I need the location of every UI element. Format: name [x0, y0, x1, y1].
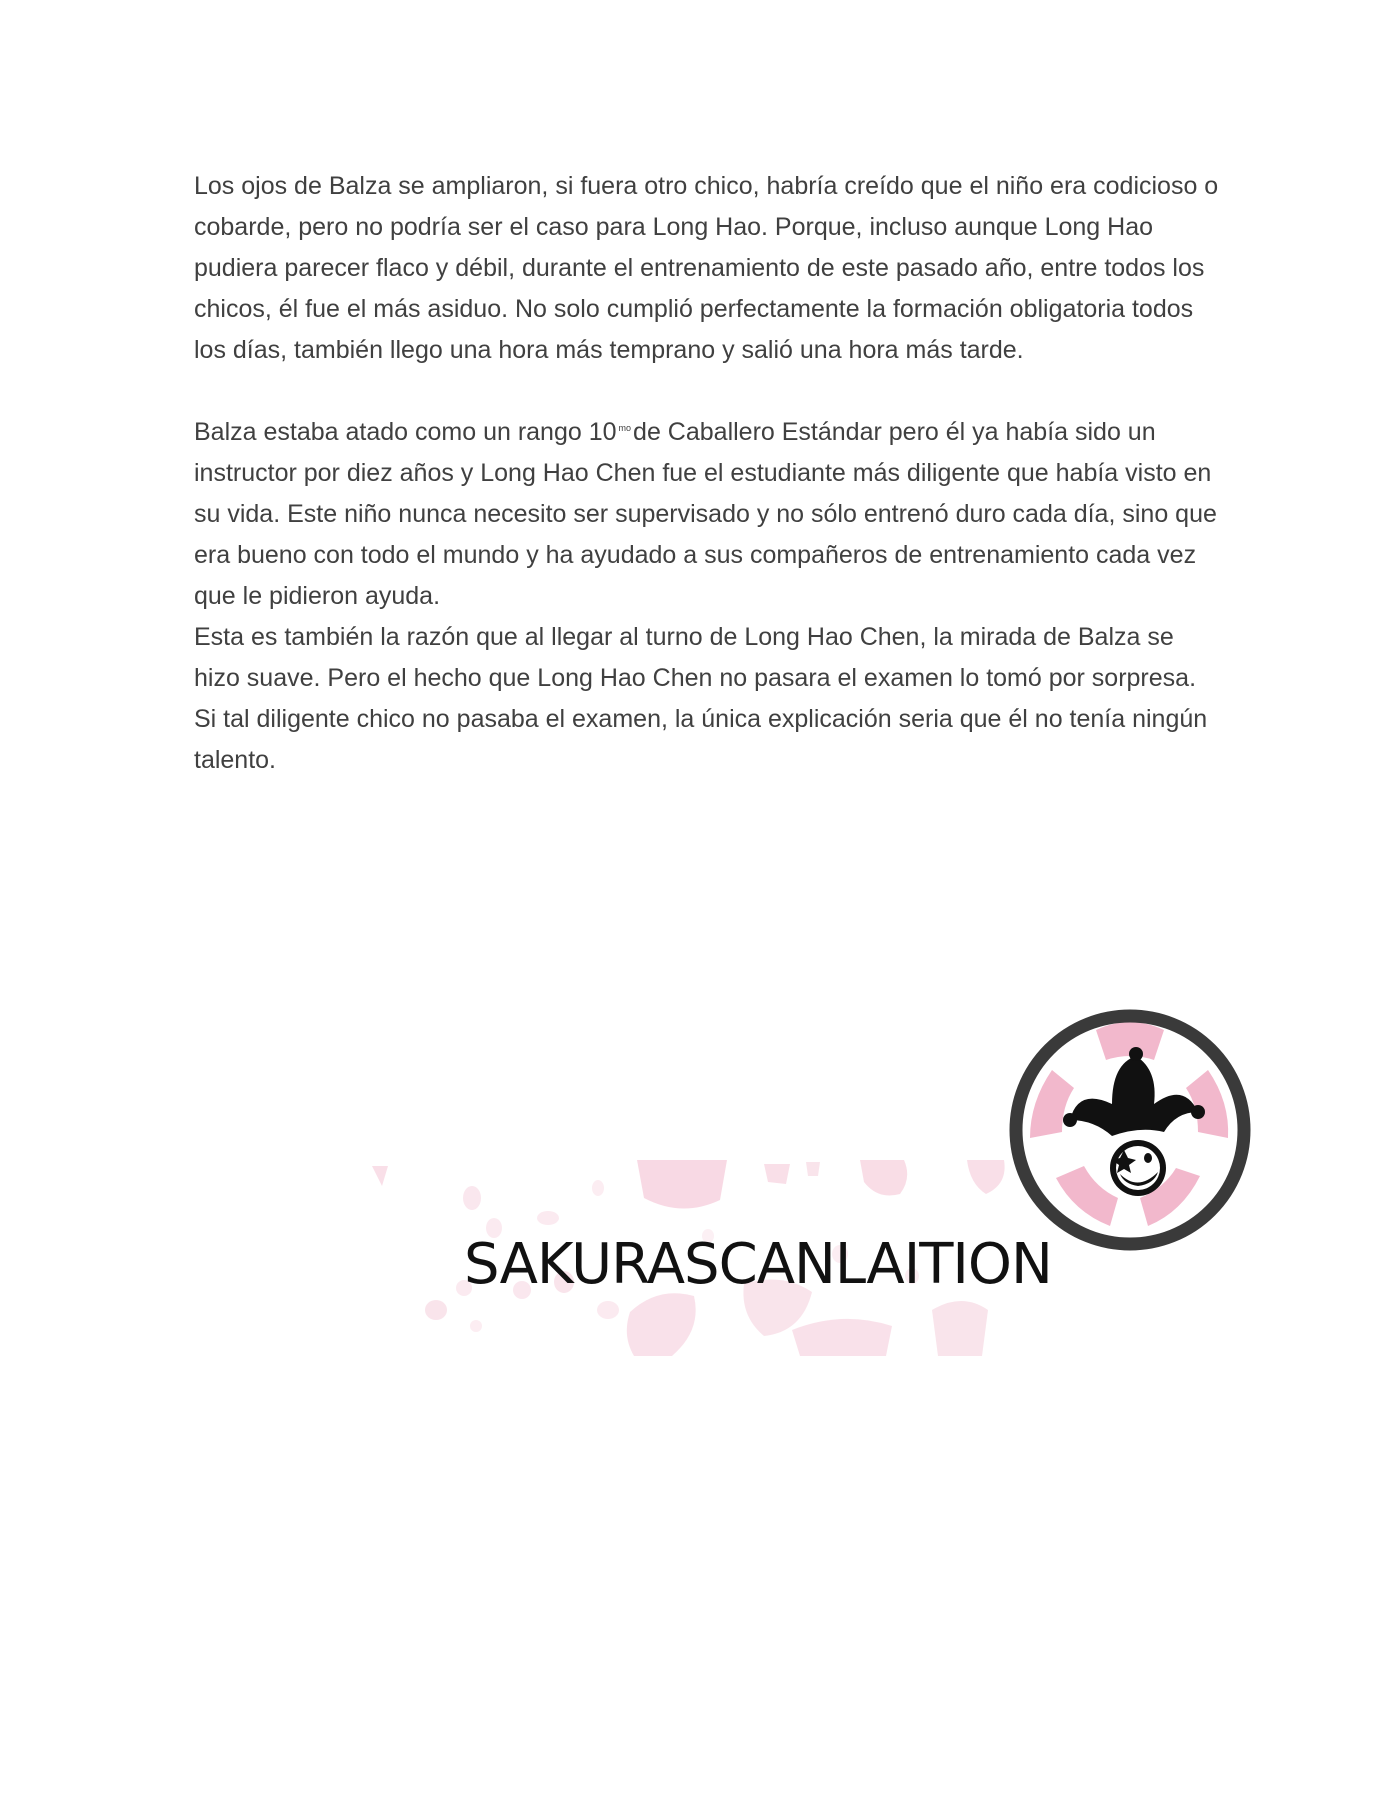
ordinal-superscript: mo [618, 422, 632, 433]
banner-title: SAKURASCANLAITION [464, 1232, 1052, 1297]
paragraph-gap [194, 371, 1224, 412]
paragraph-2-end: de Caballero Estándar pero él ya había sido un instructor por diez años y Long Hao Chen fue el estudiante más diligente que había visto en su vida. Este niño nunca necesito ser supervisado y no sólo entrenó duro cada día, sino que era bueno con todo el mundo y ha ayudado a sus compañeros de entrenamiento cada vez que le pidieron ayuda. [194, 418, 1217, 610]
paragraph-3: Esta es también la razón que al llegar al turno de Long Hao Chen, la mirada de Balza se hizo suave. Pero el hecho que Long Hao Chen no pasara el examen lo tomó por sorpresa. Si tal diligente chico no pasaba el examen, la única explicación seria que él no tenía ningún talento. [194, 623, 1208, 774]
paragraph-2 [194, 412, 1224, 617]
document-body [194, 166, 1224, 781]
jester-icon [1008, 1008, 1252, 1252]
paragraph-2-start: Balza estaba atado como un rango 10 [194, 418, 617, 446]
scanlation-banner [372, 1160, 1052, 1360]
paragraph-1: Los ojos de Balza se ampliaron, si fuera otro chico, habría creído que el niño era codicioso o cobarde, pero no podría ser el caso para Long Hao. Porque, incluso aunque Long Hao pudiera parecer flaco y débil, durante el entrenamiento de este pasado año, entre todos los chicos, él fue el más asiduo. No solo cumplió perfectamente la formación obligatoria todos los días, también llego una hora más temprano y salió una hora más tarde. [194, 172, 1219, 364]
jester-logo [1008, 1008, 1252, 1252]
